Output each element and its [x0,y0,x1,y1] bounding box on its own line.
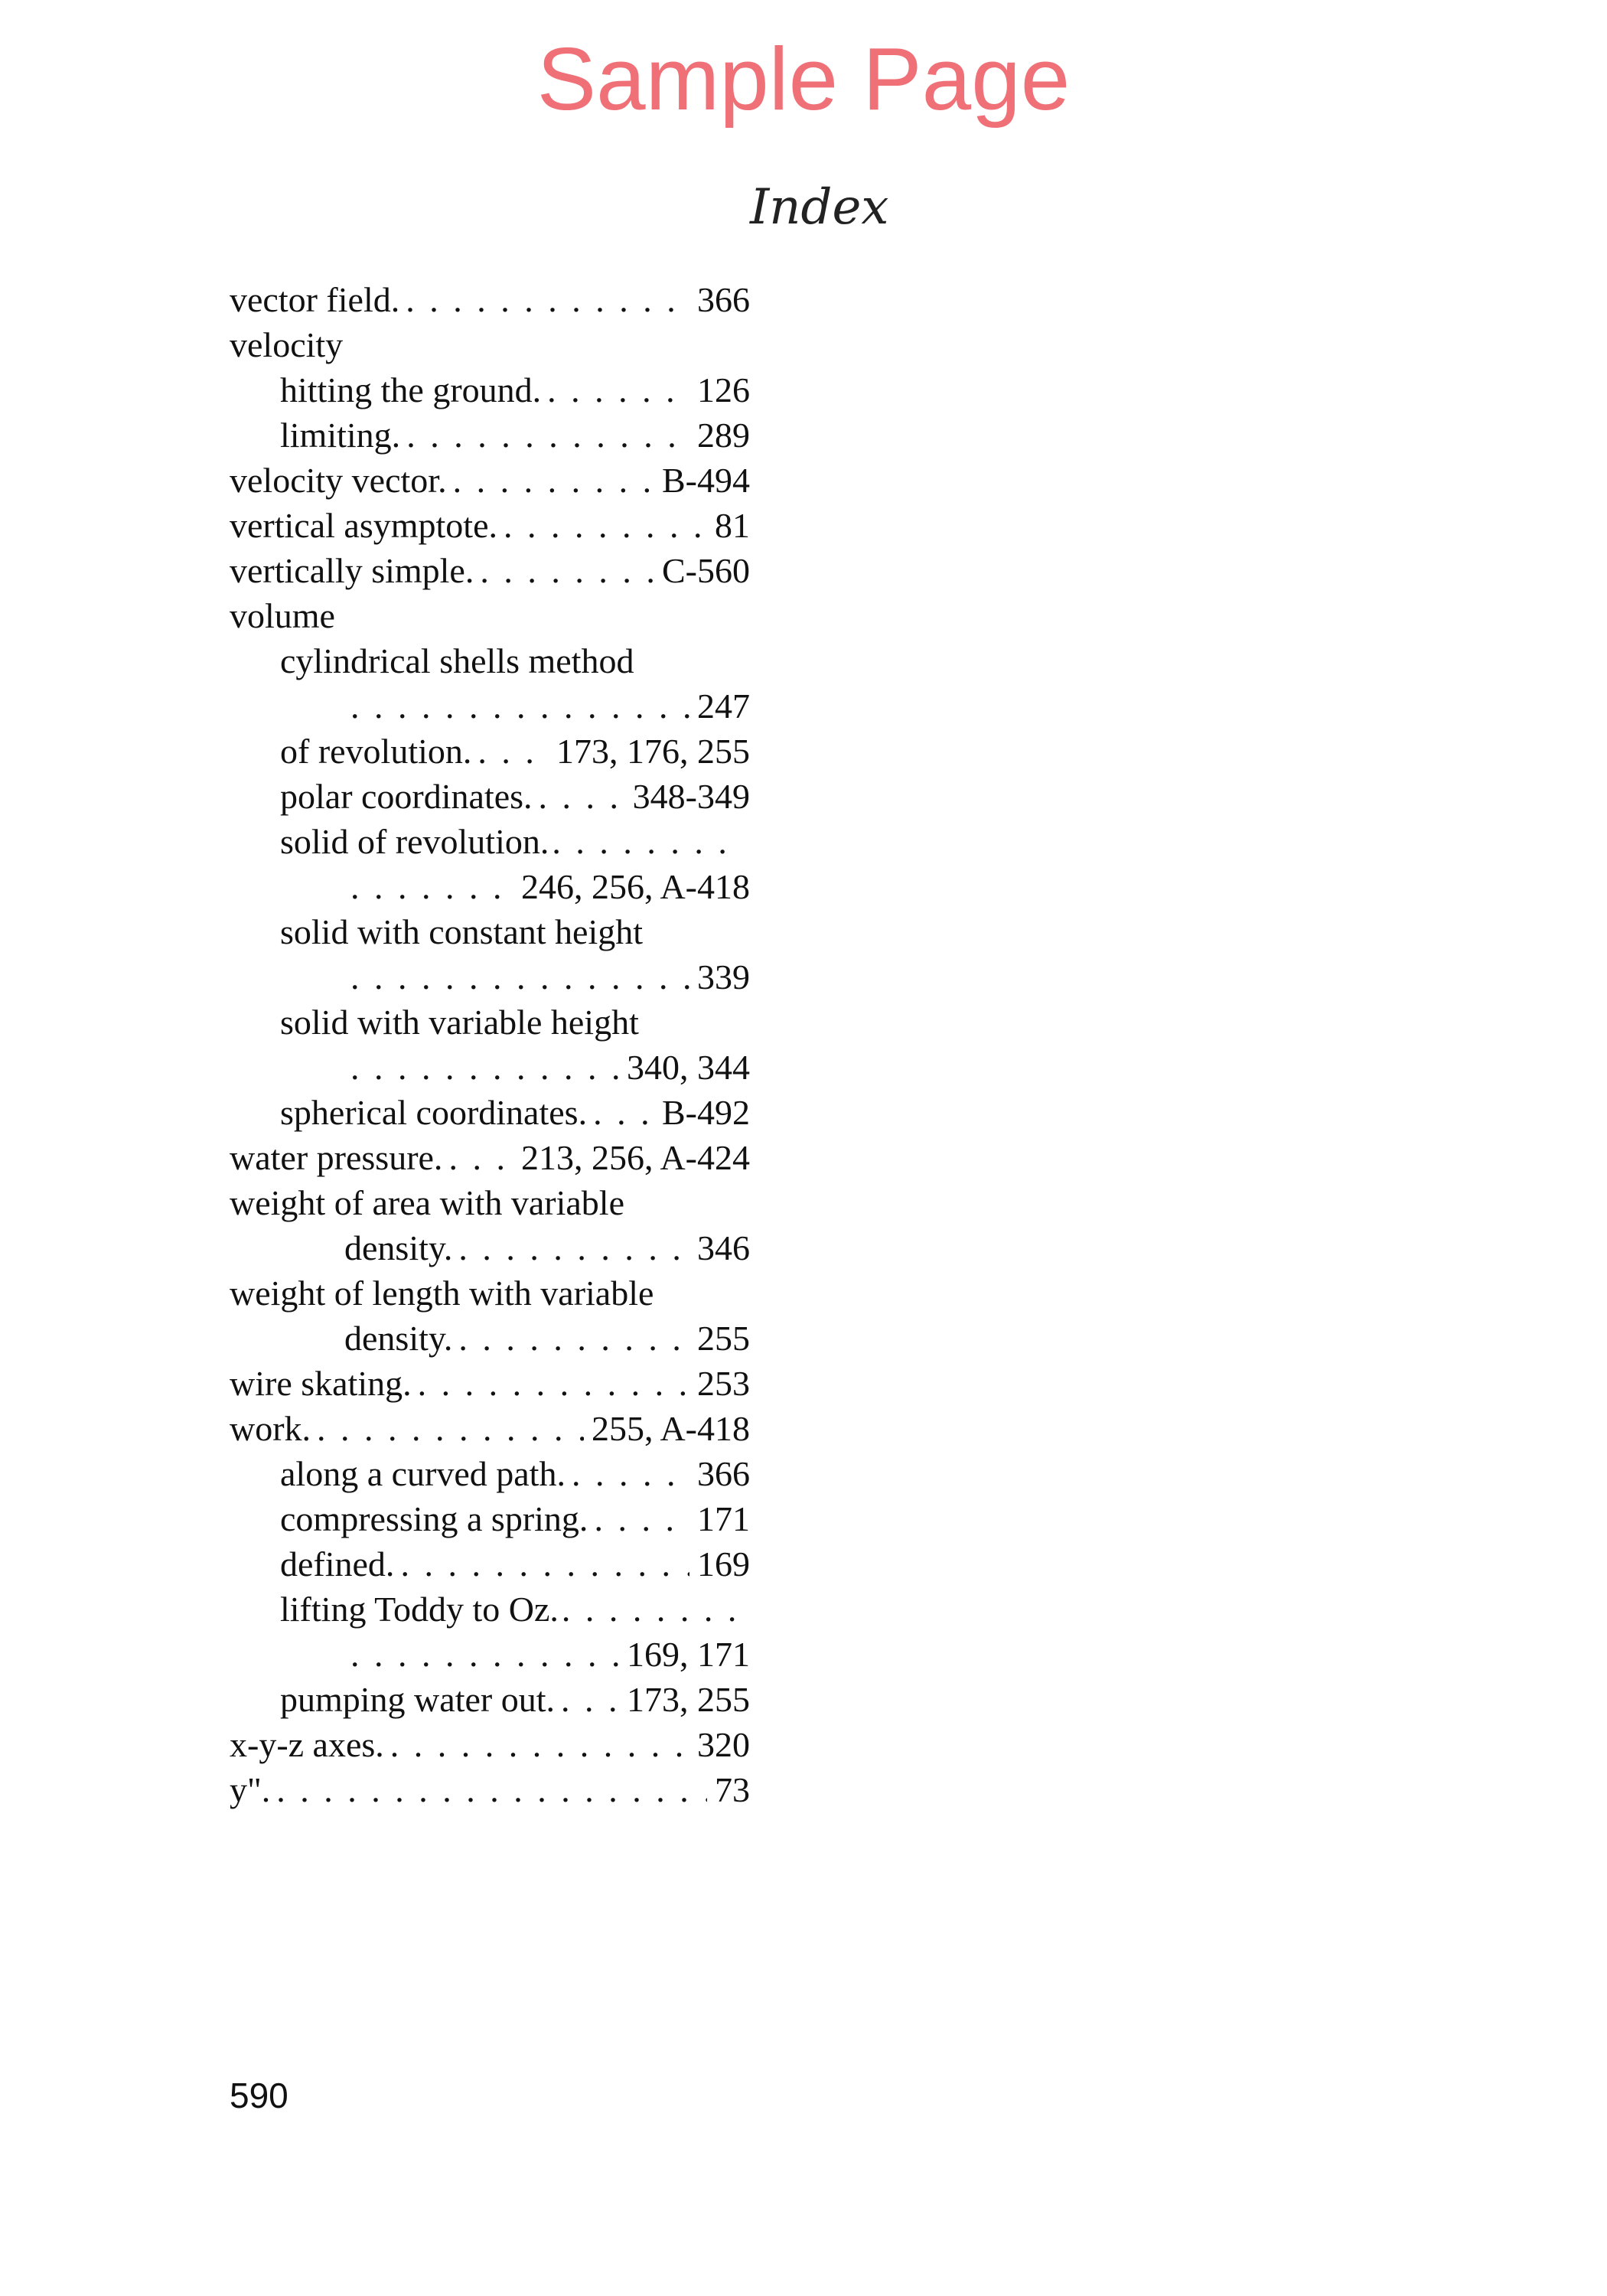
dot-leader [390,1722,689,1767]
index-subentry [230,819,750,864]
index-continuation [230,683,750,729]
index-pages: B-492 [662,1093,750,1132]
dot-leader [593,1090,654,1135]
index-term: pumping water out. [280,1680,555,1719]
dot-leader [418,1361,689,1406]
index-pages: 255 [697,1319,750,1358]
dot-leader [480,548,654,593]
dot-leader [458,1225,689,1270]
index-term: y". [230,1770,271,1809]
dot-leader [406,277,689,322]
index-entry [230,1767,750,1812]
index-pages: 246, 256, A-418 [521,867,750,906]
index-term: vertically simple. [230,551,474,590]
index-pages: 339 [697,957,750,996]
index-term: velocity [230,325,344,364]
index-entry [230,458,750,503]
index-term: velocity vector. [230,461,447,500]
dot-leader [350,683,689,729]
index-term: along a curved path. [280,1454,566,1493]
dot-leader [547,367,689,413]
index-subentry [230,774,750,819]
index-term: x-y-z axes. [230,1725,384,1764]
index-entry [230,548,750,593]
index-entry [230,1180,750,1225]
index-pages: 289 [697,416,750,455]
index-pages: 253 [697,1364,750,1403]
index-subentry [230,638,750,683]
index-entry [230,1135,750,1180]
index-subentry [230,909,750,954]
index-pages: 366 [697,280,750,319]
dot-leader [350,1045,619,1090]
dot-leader [400,1541,689,1587]
dot-leader [478,729,549,774]
index-pages: 73 [715,1770,750,1809]
dot-leader [448,1135,513,1180]
dot-leader [453,458,654,503]
index-entry [230,1406,750,1451]
index-subentry [230,1000,750,1045]
index-entry [230,593,750,638]
index-pages: 255, A-418 [592,1409,750,1448]
index-continuation [230,954,750,1000]
index-continuation [230,1045,750,1090]
index-term: of revolution. [280,732,472,771]
index-term: density. [344,1319,453,1358]
index-term: defined. [280,1544,395,1583]
index-entry [230,1722,750,1767]
index-term: solid with variable height [280,1003,639,1042]
index-subentry [230,1090,750,1135]
index-continuation [230,1225,750,1270]
index-term: weight of length with variable [230,1274,654,1313]
index-pages: 213, 256, A-424 [521,1138,750,1177]
index-subentry [230,1541,750,1587]
index-heading: Index [750,179,889,236]
index-entry [230,1361,750,1406]
dot-leader [350,864,513,909]
index-pages: 126 [697,370,750,409]
index-term: polar coordinates. [280,777,533,816]
dot-leader [504,503,707,548]
index-pages: B-494 [662,461,750,500]
index-pages: 173, 255 [627,1680,750,1719]
index-term: cylindrical shells method [280,641,634,680]
index-pages: 81 [715,506,750,545]
dot-leader [276,1767,707,1812]
index-pages: 247 [697,687,750,726]
index-subentry [230,1451,750,1496]
dot-leader [406,413,689,458]
index-term: wire skating. [230,1364,412,1403]
index-term: solid of revolution. [280,822,549,861]
dot-leader [562,1587,742,1632]
page-number: 590 [230,2076,288,2115]
index-term: water pressure. [230,1138,443,1177]
index-term: solid with constant height [280,912,644,951]
index-subentry [230,1496,750,1541]
index-term: vertical asymptote. [230,506,497,545]
index-pages: 320 [697,1725,750,1764]
dot-leader [594,1496,689,1541]
index-list [230,277,750,1812]
index-term: vector field. [230,280,400,319]
dot-leader [317,1406,584,1451]
index-pages: 169 [697,1544,750,1583]
index-entry [230,322,750,367]
index-term: work. [230,1409,311,1448]
index-term: spherical coordinates. [280,1093,588,1132]
index-subentry [230,1587,750,1632]
index-entry [230,1270,750,1316]
index-term: hitting the ground. [280,370,542,409]
index-continuation [230,1632,750,1677]
index-continuation [230,1316,750,1361]
dot-leader [552,819,735,864]
index-pages: 346 [697,1228,750,1267]
dot-leader [458,1316,689,1361]
dot-leader [350,1632,619,1677]
index-pages: 340, 344 [627,1048,750,1087]
sample-page-watermark: Sample Page [536,29,1071,129]
index-subentry [230,729,750,774]
index-subentry [230,1677,750,1722]
index-term: lifting Toddy to Oz. [280,1590,559,1629]
index-term: compressing a spring. [280,1499,588,1538]
dot-leader [572,1451,689,1496]
index-term: density. [344,1228,453,1267]
index-pages: 171 [697,1499,750,1538]
index-continuation [230,864,750,909]
index-entry [230,277,750,322]
index-pages: 366 [697,1454,750,1493]
index-term: limiting. [280,416,401,455]
index-term: volume [230,596,335,635]
index-pages: C-560 [662,551,750,590]
index-subentry [230,367,750,413]
index-term: weight of area with variable [230,1183,624,1222]
index-pages: 173, 176, 255 [556,732,750,771]
dot-leader [539,774,625,819]
index-pages: 348-349 [632,777,750,816]
index-pages: 169, 171 [627,1635,750,1674]
index-entry [230,503,750,548]
dot-leader [350,954,689,1000]
index-subentry [230,413,750,458]
dot-leader [561,1677,619,1722]
